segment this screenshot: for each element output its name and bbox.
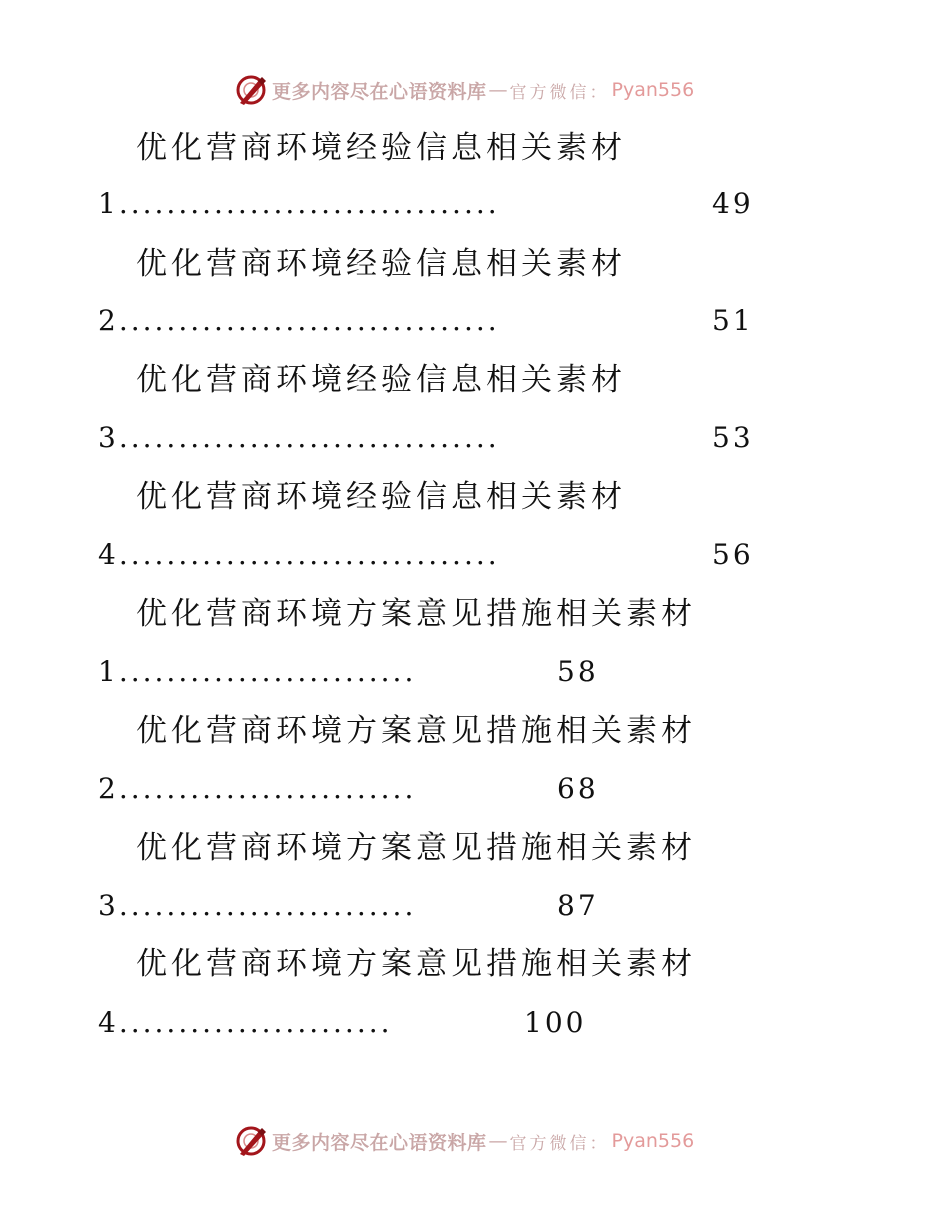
footer-watermark [234,1123,694,1159]
toc-entry-number: 2 [98,772,119,805]
toc-entry-page: 68 [557,772,599,805]
toc-entry-leader: ....................... [118,1006,393,1039]
toc-entry-page: 56 [712,538,754,571]
toc-entry-leader-line [98,652,416,692]
watermark-wechat-id: Pyan556 [611,79,695,101]
toc-entry-leader: ................................ [118,304,500,337]
toc-entry-page: 51 [712,304,754,337]
watermark-label: 官方微信： [509,1133,610,1154]
toc-entry-number: 1 [98,187,119,220]
watermark-dash: — [488,79,508,101]
toc-entry-leader-line [98,535,500,575]
toc-entry-title: 优化营商环境方案意见措施相关素材 [136,596,696,632]
toc-entry-title: 优化营商环境经验信息相关素材 [136,362,626,398]
watermark-text: 更多内容尽在心语资料库 [272,80,487,103]
toc-entry-title: 优化营商环境方案意见措施相关素材 [136,946,696,982]
header-watermark [234,72,694,108]
toc-entry-number: 3 [98,889,119,922]
toc-entry-leader-line [98,418,500,458]
watermark-label: 官方微信： [509,82,610,103]
toc-entry-page: 49 [712,187,754,220]
quill-pen-logo-icon [234,73,268,107]
toc-entry-number: 3 [98,421,119,454]
toc-entry-title: 优化营商环境方案意见措施相关素材 [136,713,696,749]
toc-entry-leader: ................................ [118,187,500,220]
watermark-text: 更多内容尽在心语资料库 [272,1131,487,1154]
toc-entry-number: 4 [98,538,119,571]
toc-entry-leader-line [98,769,416,809]
toc-entry-number: 1 [98,655,119,688]
toc-entry-page: 87 [557,889,599,922]
toc-entry-leader-line [98,1003,393,1043]
toc-entry-leader-line [98,301,500,341]
toc-entry-page: 100 [524,1006,587,1039]
toc-entry-title: 优化营商环境方案意见措施相关素材 [136,830,696,866]
toc-entry-title: 优化营商环境经验信息相关素材 [136,246,626,282]
toc-entry-leader: ......................... [118,772,417,805]
toc-entry-leader-line [98,886,416,926]
quill-pen-logo-icon [234,1124,268,1158]
toc-entry-leader: ................................ [118,538,500,571]
toc-entry-number: 4 [98,1006,119,1039]
toc-entry-leader: ................................ [118,421,500,454]
watermark-wechat-id: Pyan556 [611,1130,695,1152]
toc-entry-leader: ......................... [118,655,417,688]
toc-entry-leader: ......................... [118,889,417,922]
watermark-dash: — [488,1130,508,1152]
toc-entry-leader-line [98,184,500,224]
toc-entry-number: 2 [98,304,119,337]
toc-entry-page: 58 [557,655,599,688]
toc-entry-page: 53 [712,421,754,454]
toc-entry-title: 优化营商环境经验信息相关素材 [136,130,626,166]
toc-entry-title: 优化营商环境经验信息相关素材 [136,479,626,515]
